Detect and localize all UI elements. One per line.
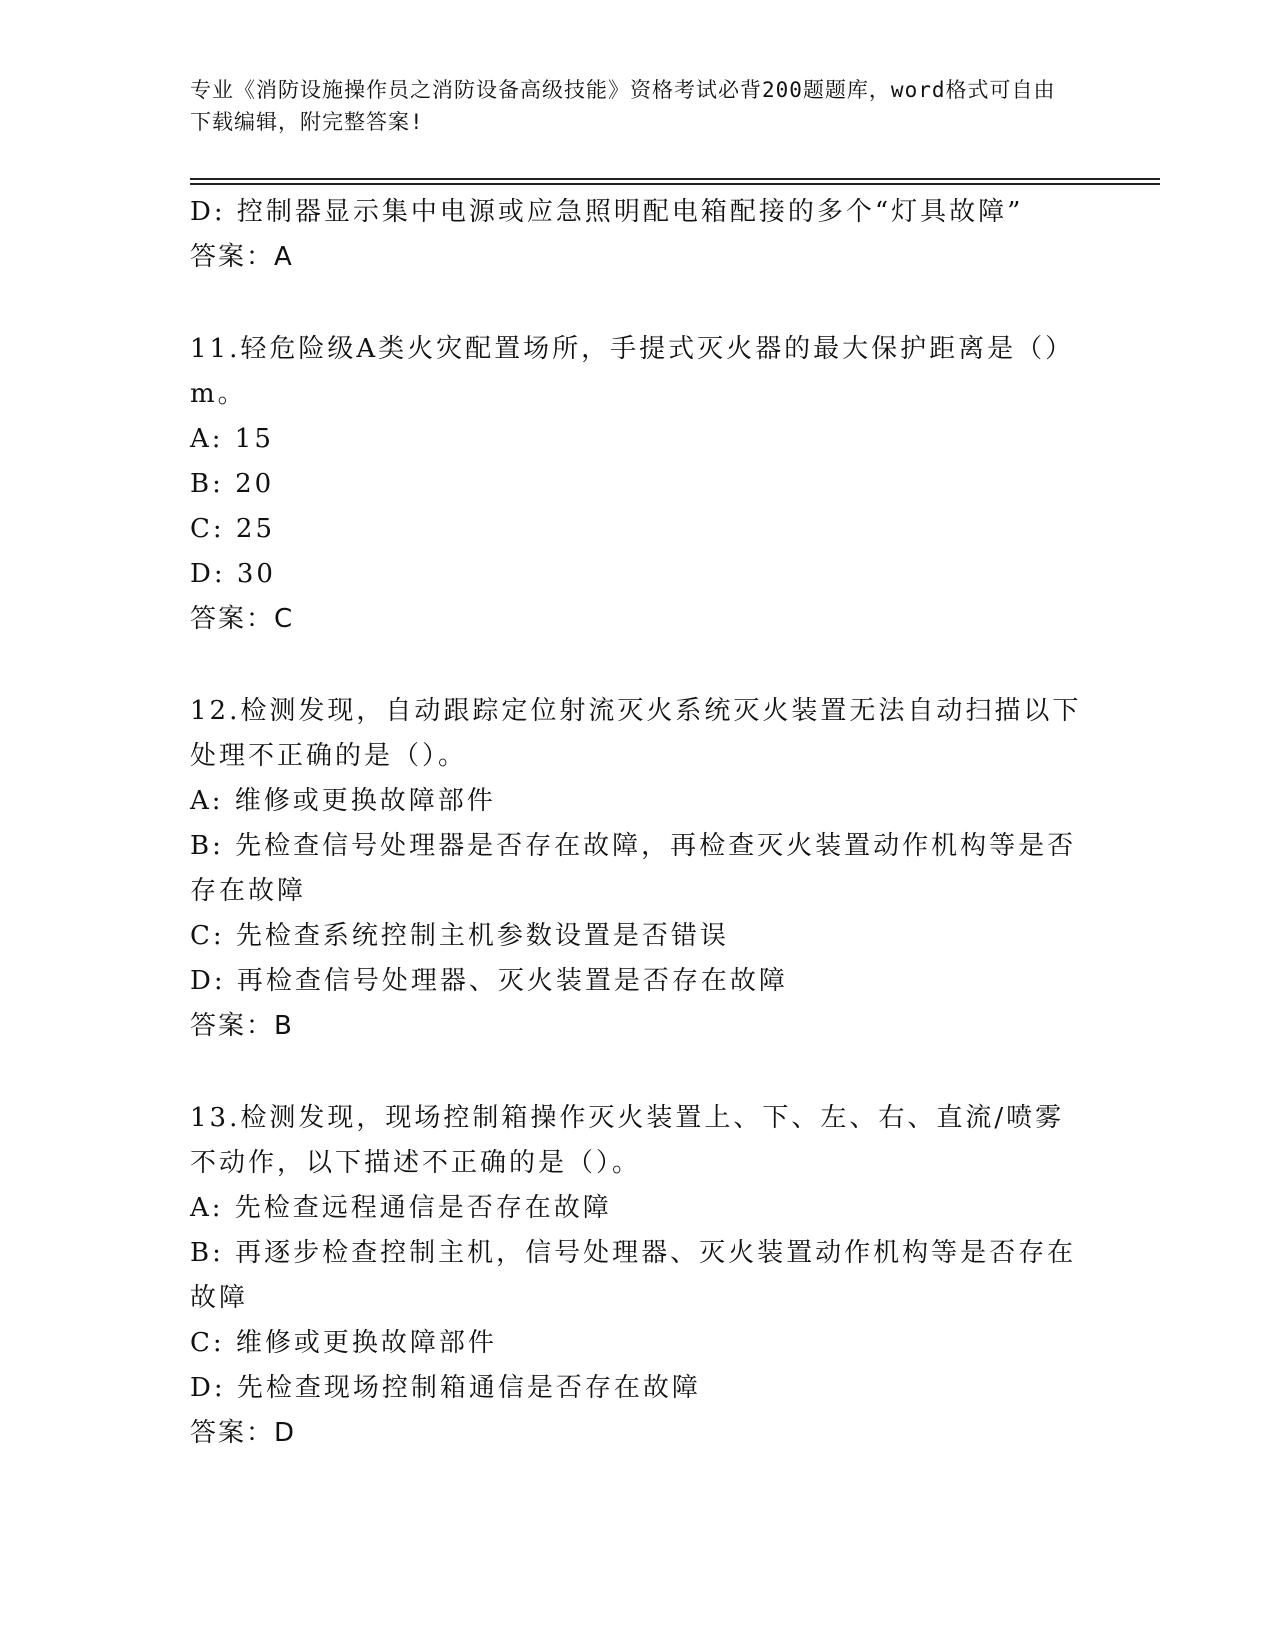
question-13 (190, 1096, 1090, 1456)
question-11 (190, 327, 1090, 642)
question-12 (190, 689, 1090, 1049)
option-b: B: 20 (190, 469, 275, 499)
answer: 答案：A (190, 242, 294, 272)
document-header: 专业《消防设施操作员之消防设备高级技能》资格考试必背200题题库，word格式可自由下载编辑，附完整答案! (190, 78, 1056, 134)
answer: 答案：C (190, 604, 295, 634)
option-d: D: 再检查信号处理器、灭火装置是否存在故障 (190, 966, 788, 996)
option-d: D: 30 (190, 559, 276, 589)
option-c: C: 先检查系统控制主机参数设置是否错误 (190, 921, 729, 951)
question-stem: 13.检测发现，现场控制箱操作灭火装置上、下、左、右、直流/喷雾 (190, 1103, 1065, 1133)
question-10-tail (190, 190, 1090, 280)
question-stem: 12.检测发现，自动跟踪定位射流灭火系统灭火装置无法自动扫描以下 (190, 696, 1082, 726)
answer: 答案：D (190, 1418, 297, 1448)
answer: 答案：B (190, 1011, 294, 1041)
spacer (190, 280, 1090, 327)
option-a: A: 先检查远程通信是否存在故障 (190, 1193, 612, 1223)
option-c: C: 25 (190, 514, 276, 544)
option-c: C: 维修或更换故障部件 (190, 1328, 497, 1358)
question-stem-continued: m。 (190, 379, 247, 409)
option-d: D: 先检查现场控制箱通信是否存在故障 (190, 1373, 701, 1403)
option-b: B: 先检查信号处理器是否存在故障，再检查灭火装置动作机构等是否 (190, 831, 1077, 861)
header-rule-bottom (190, 183, 1160, 185)
option-d: D: 控制器显示集中电源或应急照明配电箱配接的多个“灯具故障” (190, 197, 1024, 227)
spacer (190, 1049, 1090, 1096)
option-b-continued: 存在故障 (190, 876, 307, 906)
header-rule-top (190, 178, 1160, 180)
question-stem: 11.轻危险级A类火灾配置场所，手提式灭火器的最大保护距离是（） (190, 334, 1075, 364)
option-a: A: 维修或更换故障部件 (190, 786, 496, 816)
question-stem-continued: 处理不正确的是（）。 (190, 741, 468, 771)
question-list (190, 190, 1090, 1456)
question-stem-continued: 不动作，以下描述不正确的是（）。 (190, 1148, 642, 1178)
option-b-continued: 故障 (190, 1283, 249, 1313)
spacer (190, 642, 1090, 689)
option-a: A: 15 (190, 424, 274, 454)
option-b: B: 再逐步检查控制主机，信号处理器、灭火装置动作机构等是否存在 (190, 1238, 1077, 1268)
